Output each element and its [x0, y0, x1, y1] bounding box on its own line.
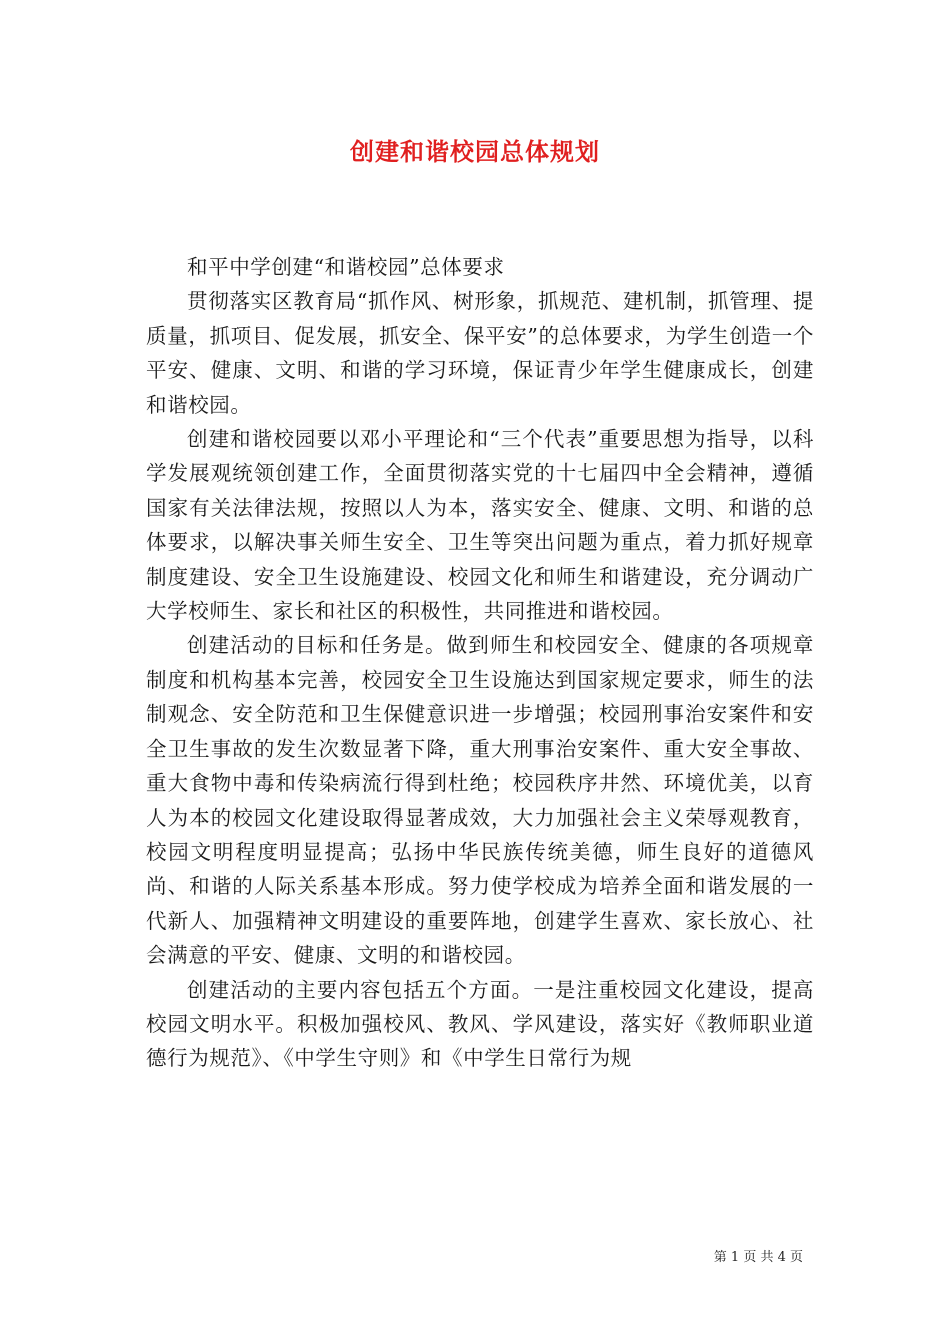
document-body	[146, 250, 814, 1076]
page-number-footer: 第 1 页 共 4 页	[713, 1250, 803, 1265]
paragraph-subtitle: 和平中学创建“和谐校园”总体要求	[187, 255, 505, 279]
paragraph-goals-tasks: 创建活动的目标和任务是。做到师生和校园安全、健康的各项规章制度和机构基本完善，校园安全卫生设施达到国家规定要求，师生的法制观念、安全防范和卫生保健意识进一步增强；校园刑事治安案件和安全卫生事故的发生次数显著下降，重大刑事治安案件、重大安全事故、重大食物中毒和传染病流行得到杜绝；校园秩序井然、环境优美，以育人为本的校园文化建设取得显著成效，大力加强社会主义荣辱观教育，校园文明程度明显提高；弘扬中华民族传统美德，师生良好的道德风尚、和谐的人际关系基本形成。努力使学校成为培养全面和谐发展的一代新人、加强精神文明建设的重要阵地，创建学生喜欢、家长放心、社会满意的平安、健康、文明的和谐校园。	[146, 633, 814, 968]
paragraph-guiding-ideology: 创建和谐校园要以邓小平理论和“三个代表”重要思想为指导，以科学发展观统领创建工作，全面贯彻落实党的十七届四中全会精神，遵循国家有关法律法规，按照以人为本，落实安全、健康、文明、和谐的总体要求，以解决事关师生安全、卫生等突出问题为重点，着力抓好规章制度建设、安全卫生设施建设、校园文化和师生和谐建设，充分调动广大学校师生、家长和社区的积极性，共同推进和谐校园。	[146, 427, 814, 624]
paragraph-main-content: 创建活动的主要内容包括五个方面。一是注重校园文化建设，提高校园文明水平。积极加强校风、教风、学风建设，落实好《教师职业道德行为规范》、《中学生守则》和《中学生日常行为规	[146, 977, 814, 1071]
paragraph-general-requirement: 贯彻落实区教育局“抓作风、树形象，抓规范、建机制，抓管理、提质量，抓项目、促发展，抓安全、保平安”的总体要求，为学生创造一个平安、健康、文明、和谐的学习环境，保证青少年学生健康成长，创建和谐校园。	[146, 289, 814, 417]
document-title: 创建和谐校园总体规划	[350, 137, 600, 166]
